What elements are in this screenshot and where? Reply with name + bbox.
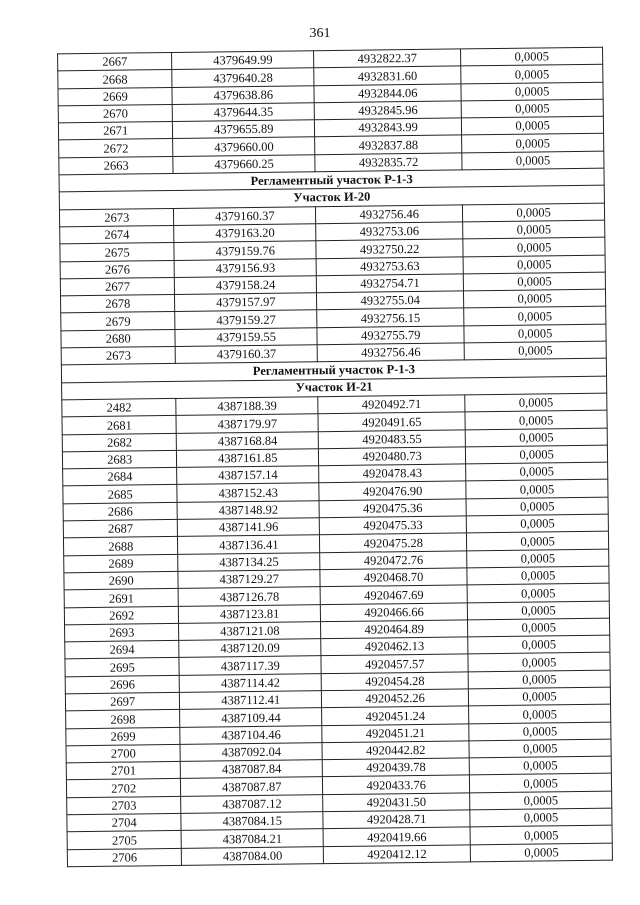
accuracy-cell: 0,0005 bbox=[467, 531, 609, 550]
point-number-cell: 2674 bbox=[60, 225, 175, 244]
point-number-cell: 2668 bbox=[58, 70, 173, 89]
accuracy-cell: 0,0005 bbox=[466, 497, 608, 516]
point-number-cell: 2679 bbox=[61, 312, 176, 331]
accuracy-cell: 0,0005 bbox=[467, 566, 609, 585]
x-coordinate-cell: 4387084.15 bbox=[181, 812, 323, 831]
x-coordinate-cell: 4379160.37 bbox=[176, 345, 318, 364]
x-coordinate-cell: 4387161.85 bbox=[177, 449, 319, 468]
y-coordinate-cell: 4932755.04 bbox=[317, 291, 464, 310]
accuracy-cell: 0,0005 bbox=[461, 99, 603, 118]
y-coordinate-cell: 4932755.79 bbox=[317, 326, 464, 345]
accuracy-cell: 0,0005 bbox=[461, 82, 603, 101]
point-number-cell: 2687 bbox=[63, 519, 178, 538]
point-number-cell: 2701 bbox=[66, 762, 181, 781]
accuracy-cell: 0,0005 bbox=[464, 272, 606, 291]
accuracy-cell: 0,0005 bbox=[463, 237, 605, 256]
accuracy-cell: 0,0005 bbox=[466, 462, 608, 481]
x-coordinate-cell: 4387087.12 bbox=[181, 794, 323, 813]
y-coordinate-cell: 4920475.28 bbox=[320, 533, 467, 552]
point-number-cell: 2686 bbox=[63, 502, 178, 521]
x-coordinate-cell: 4379159.55 bbox=[175, 327, 317, 346]
y-coordinate-cell: 4932831.60 bbox=[314, 66, 461, 85]
point-number-cell: 2691 bbox=[64, 589, 179, 608]
x-coordinate-cell: 4387092.04 bbox=[180, 743, 322, 762]
point-number-cell: 2671 bbox=[58, 122, 173, 141]
accuracy-cell: 0,0005 bbox=[466, 445, 608, 464]
y-coordinate-cell: 4920472.76 bbox=[320, 551, 467, 570]
point-number-cell: 2667 bbox=[58, 52, 173, 71]
x-coordinate-cell: 4379159.27 bbox=[175, 310, 317, 329]
accuracy-cell: 0,0005 bbox=[468, 653, 610, 672]
y-coordinate-cell: 4920464.89 bbox=[321, 620, 468, 639]
x-coordinate-cell: 4379644.35 bbox=[173, 103, 315, 122]
y-coordinate-cell: 4920478.43 bbox=[319, 464, 466, 483]
y-coordinate-cell: 4920483.55 bbox=[318, 429, 465, 448]
point-number-cell: 2706 bbox=[67, 848, 182, 867]
y-coordinate-cell: 4920439.78 bbox=[322, 758, 469, 777]
accuracy-cell: 0,0005 bbox=[465, 393, 607, 412]
accuracy-cell: 0,0005 bbox=[462, 116, 604, 135]
x-coordinate-cell: 4387120.09 bbox=[179, 639, 321, 658]
y-coordinate-cell: 4932843.99 bbox=[315, 118, 462, 137]
y-coordinate-cell: 4932844.06 bbox=[314, 84, 461, 103]
x-coordinate-cell: 4379660.25 bbox=[173, 155, 315, 174]
accuracy-cell: 0,0005 bbox=[467, 549, 609, 568]
accuracy-cell: 0,0005 bbox=[469, 687, 611, 706]
y-coordinate-cell: 4920452.26 bbox=[321, 689, 468, 708]
point-number-cell: 2697 bbox=[65, 692, 180, 711]
x-coordinate-cell: 4387117.39 bbox=[179, 656, 321, 675]
y-coordinate-cell: 4920451.24 bbox=[322, 706, 469, 725]
point-number-cell: 2678 bbox=[61, 295, 176, 314]
x-coordinate-cell: 4379655.89 bbox=[173, 120, 315, 139]
y-coordinate-cell: 4932835.72 bbox=[315, 153, 462, 172]
x-coordinate-cell: 4379158.24 bbox=[175, 276, 317, 295]
x-coordinate-cell: 4387129.27 bbox=[178, 570, 320, 589]
x-coordinate-cell: 4379157.97 bbox=[175, 293, 317, 312]
point-number-cell: 2675 bbox=[60, 243, 175, 262]
section-heading: Регламентный участок Р-1-3 bbox=[61, 359, 606, 383]
x-coordinate-cell: 4387134.25 bbox=[178, 552, 320, 571]
point-number-cell: 2688 bbox=[63, 537, 178, 556]
y-coordinate-cell: 4920433.76 bbox=[323, 775, 470, 794]
accuracy-cell: 0,0005 bbox=[461, 64, 603, 83]
x-coordinate-cell: 4387114.42 bbox=[180, 673, 322, 692]
y-coordinate-cell: 4920428.71 bbox=[323, 810, 470, 829]
accuracy-cell: 0,0005 bbox=[470, 791, 612, 810]
accuracy-cell: 0,0005 bbox=[470, 774, 612, 793]
y-coordinate-cell: 4920468.70 bbox=[320, 568, 467, 587]
x-coordinate-cell: 4379638.86 bbox=[172, 85, 314, 104]
point-number-cell: 2703 bbox=[67, 796, 182, 815]
y-coordinate-cell: 4932750.22 bbox=[316, 239, 463, 258]
x-coordinate-cell: 4387168.84 bbox=[177, 431, 319, 450]
x-coordinate-cell: 4387123.81 bbox=[179, 604, 321, 623]
point-number-cell: 2692 bbox=[64, 606, 179, 625]
accuracy-cell: 0,0005 bbox=[469, 756, 611, 775]
x-coordinate-cell: 4387136.41 bbox=[178, 535, 320, 554]
coordinates-table-wrapper bbox=[57, 47, 613, 868]
accuracy-cell: 0,0005 bbox=[470, 808, 612, 827]
accuracy-cell: 0,0005 bbox=[467, 583, 609, 602]
point-number-cell: 2694 bbox=[65, 641, 180, 660]
y-coordinate-cell: 4920451.21 bbox=[322, 723, 469, 742]
y-coordinate-cell: 4932756.46 bbox=[316, 205, 463, 224]
x-coordinate-cell: 4379163.20 bbox=[174, 224, 316, 243]
y-coordinate-cell: 4932822.37 bbox=[314, 49, 461, 68]
x-coordinate-cell: 4387157.14 bbox=[177, 466, 319, 485]
accuracy-cell: 0,0005 bbox=[465, 410, 607, 429]
x-coordinate-cell: 4387109.44 bbox=[180, 708, 322, 727]
accuracy-cell: 0,0005 bbox=[464, 307, 606, 326]
point-number-cell: 2699 bbox=[66, 727, 181, 746]
accuracy-cell: 0,0005 bbox=[466, 480, 608, 499]
y-coordinate-cell: 4920431.50 bbox=[323, 793, 470, 812]
point-number-cell: 2693 bbox=[65, 623, 180, 642]
x-coordinate-cell: 4379159.76 bbox=[174, 241, 316, 260]
point-number-cell: 2681 bbox=[62, 416, 177, 435]
accuracy-cell: 0,0005 bbox=[464, 324, 606, 343]
x-coordinate-cell: 4387188.39 bbox=[176, 397, 318, 416]
y-coordinate-cell: 4920475.36 bbox=[319, 499, 466, 518]
y-coordinate-cell: 4920466.66 bbox=[320, 602, 467, 621]
point-number-cell: 2695 bbox=[65, 658, 180, 677]
x-coordinate-cell: 4387148.92 bbox=[177, 500, 319, 519]
accuracy-cell: 0,0005 bbox=[469, 739, 611, 758]
point-number-cell: 2482 bbox=[62, 398, 177, 417]
accuracy-cell: 0,0005 bbox=[468, 635, 610, 654]
accuracy-cell: 0,0005 bbox=[468, 670, 610, 689]
y-coordinate-cell: 4920462.13 bbox=[321, 637, 468, 656]
x-coordinate-cell: 4387179.97 bbox=[176, 414, 318, 433]
point-number-cell: 2670 bbox=[58, 104, 173, 123]
point-number-cell: 2669 bbox=[58, 87, 173, 106]
x-coordinate-cell: 4387087.84 bbox=[181, 760, 323, 779]
section-subheading: Участок И-20 bbox=[59, 186, 604, 210]
x-coordinate-cell: 4387087.87 bbox=[181, 777, 323, 796]
y-coordinate-cell: 4932837.88 bbox=[315, 135, 462, 154]
x-coordinate-cell: 4387084.21 bbox=[181, 829, 323, 848]
y-coordinate-cell: 4932754.71 bbox=[316, 274, 463, 293]
x-coordinate-cell: 4379160.37 bbox=[174, 206, 316, 225]
y-coordinate-cell: 4920412.12 bbox=[323, 845, 470, 864]
point-number-cell: 2680 bbox=[61, 329, 176, 348]
point-number-cell: 2683 bbox=[62, 450, 177, 469]
point-number-cell: 2673 bbox=[61, 346, 176, 365]
y-coordinate-cell: 4920454.28 bbox=[321, 672, 468, 691]
accuracy-cell: 0,0005 bbox=[461, 47, 603, 66]
coordinates-table-body bbox=[58, 47, 613, 867]
point-number-cell: 2685 bbox=[63, 485, 178, 504]
point-number-cell: 2700 bbox=[66, 744, 181, 763]
accuracy-cell: 0,0005 bbox=[466, 514, 608, 533]
accuracy-cell: 0,0005 bbox=[469, 722, 611, 741]
y-coordinate-cell: 4920475.33 bbox=[319, 516, 466, 535]
point-number-cell: 2672 bbox=[59, 139, 174, 158]
y-coordinate-cell: 4932845.96 bbox=[314, 101, 461, 120]
x-coordinate-cell: 4387121.08 bbox=[179, 621, 321, 640]
x-coordinate-cell: 4387126.78 bbox=[179, 587, 321, 606]
y-coordinate-cell: 4932753.63 bbox=[316, 256, 463, 275]
x-coordinate-cell: 4387141.96 bbox=[178, 518, 320, 537]
section-subheading: Участок И-21 bbox=[62, 376, 607, 400]
coordinates-table bbox=[57, 47, 613, 868]
point-number-cell: 2677 bbox=[60, 277, 175, 296]
y-coordinate-cell: 4920492.71 bbox=[318, 395, 465, 414]
accuracy-cell: 0,0005 bbox=[468, 601, 610, 620]
y-coordinate-cell: 4932756.46 bbox=[317, 343, 464, 362]
x-coordinate-cell: 4387084.00 bbox=[182, 846, 324, 865]
accuracy-cell: 0,0005 bbox=[464, 341, 606, 360]
accuracy-cell: 0,0005 bbox=[463, 203, 605, 222]
point-number-cell: 2682 bbox=[62, 433, 177, 452]
y-coordinate-cell: 4920476.90 bbox=[319, 481, 466, 500]
x-coordinate-cell: 4387112.41 bbox=[180, 691, 322, 710]
y-coordinate-cell: 4920442.82 bbox=[322, 741, 469, 760]
y-coordinate-cell: 4932753.06 bbox=[316, 222, 463, 241]
point-number-cell: 2663 bbox=[59, 156, 174, 175]
accuracy-cell: 0,0005 bbox=[462, 134, 604, 153]
x-coordinate-cell: 4379640.28 bbox=[172, 68, 314, 87]
point-number-cell: 2705 bbox=[67, 831, 182, 850]
page-number: 361 bbox=[309, 26, 331, 41]
y-coordinate-cell: 4920457.57 bbox=[321, 654, 468, 673]
point-number-cell: 2673 bbox=[59, 208, 174, 227]
point-number-cell: 2684 bbox=[63, 468, 178, 487]
accuracy-cell: 0,0005 bbox=[468, 618, 610, 637]
y-coordinate-cell: 4920491.65 bbox=[318, 412, 465, 431]
y-coordinate-cell: 4932756.15 bbox=[317, 308, 464, 327]
x-coordinate-cell: 4379649.99 bbox=[172, 51, 314, 70]
accuracy-cell: 0,0005 bbox=[471, 843, 613, 862]
accuracy-cell: 0,0005 bbox=[464, 289, 606, 308]
x-coordinate-cell: 4387152.43 bbox=[177, 483, 319, 502]
x-coordinate-cell: 4387104.46 bbox=[180, 725, 322, 744]
x-coordinate-cell: 4379660.00 bbox=[173, 137, 315, 156]
point-number-cell: 2698 bbox=[66, 710, 181, 729]
accuracy-cell: 0,0005 bbox=[469, 704, 611, 723]
point-number-cell: 2702 bbox=[66, 779, 181, 798]
y-coordinate-cell: 4920419.66 bbox=[323, 827, 470, 846]
point-number-cell: 2696 bbox=[65, 675, 180, 694]
point-number-cell: 2689 bbox=[64, 554, 179, 573]
accuracy-cell: 0,0005 bbox=[465, 428, 607, 447]
accuracy-cell: 0,0005 bbox=[463, 220, 605, 239]
point-number-cell: 2690 bbox=[64, 571, 179, 590]
x-coordinate-cell: 4379156.93 bbox=[175, 258, 317, 277]
accuracy-cell: 0,0005 bbox=[463, 255, 605, 274]
section-heading: Регламентный участок Р-1-3 bbox=[59, 168, 604, 192]
point-number-cell: 2704 bbox=[67, 813, 182, 832]
accuracy-cell: 0,0005 bbox=[462, 151, 604, 170]
y-coordinate-cell: 4920467.69 bbox=[320, 585, 467, 604]
point-number-cell: 2676 bbox=[60, 260, 175, 279]
accuracy-cell: 0,0005 bbox=[470, 826, 612, 845]
y-coordinate-cell: 4920480.73 bbox=[319, 447, 466, 466]
